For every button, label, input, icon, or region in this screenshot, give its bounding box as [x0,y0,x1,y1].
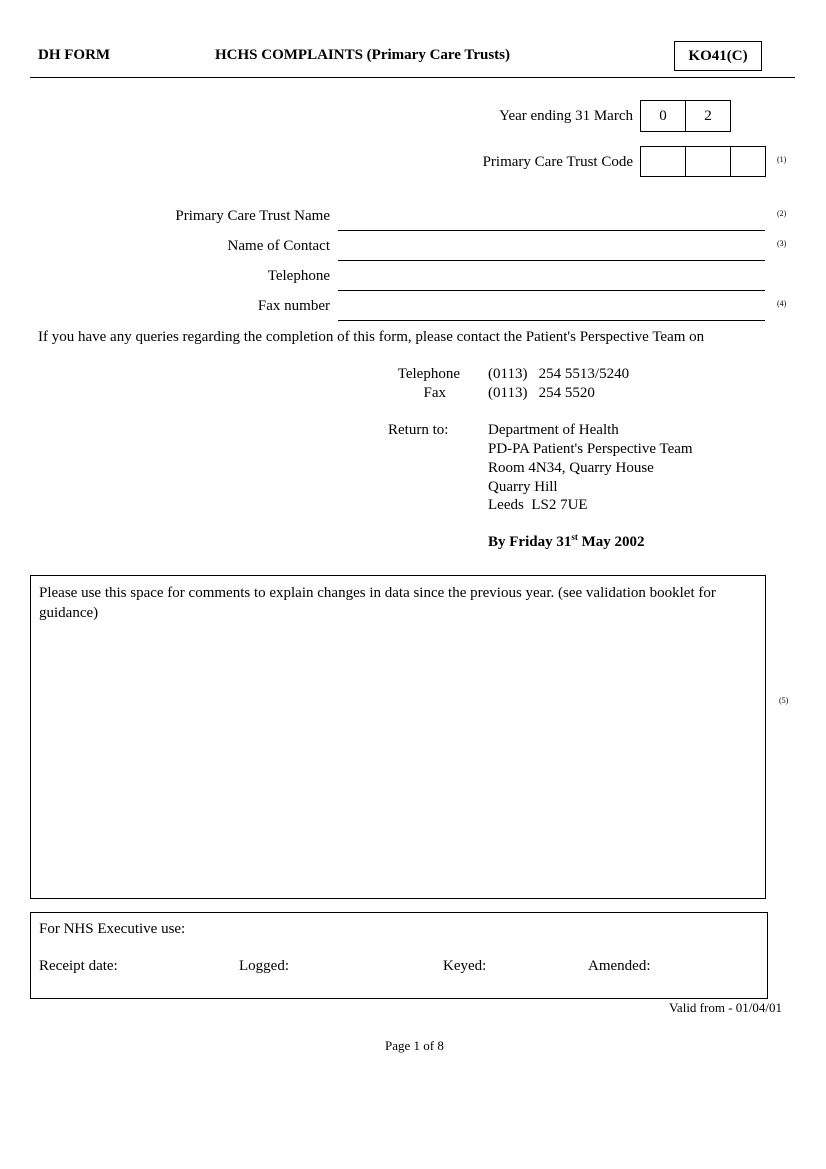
address-line-1: Department of Health [488,422,619,438]
valid-from: Valid from - 01/04/01 [668,1000,782,1015]
pct-name-label: Primary Care Trust Name [175,208,330,224]
page-number: Page 1 of 8 [385,1038,444,1053]
nhs-use-title: For NHS Executive use: [39,921,186,937]
address-line-2: PD-PA Patient's Perspective Team [488,441,693,457]
fax-label: Fax number [257,298,330,314]
nhs-use-box [30,912,768,999]
telephone-line [338,290,765,291]
logged-label: Logged: [239,958,289,974]
note-1: (1) [777,155,787,164]
comments-box[interactable] [30,575,766,899]
deadline-sup: st [571,532,578,542]
year-digit-1[interactable]: 0 [640,100,686,132]
header-rule [30,77,795,78]
note-3: (3) [777,239,787,248]
contact-telephone-value: (0113) 254 5513/5240 [488,366,630,382]
pct-code-cell-2[interactable] [685,146,731,177]
note-2: (2) [777,209,787,218]
fax-line [338,320,765,321]
amended-label: Amended: [588,958,651,974]
form-code: KO41(C) [688,48,748,64]
contact-name-line [338,260,765,261]
keyed-label: Keyed: [443,958,487,974]
pct-code-label: Primary Care Trust Code [482,154,633,170]
note-5: (5) [779,696,789,705]
contact-fax-label: Fax [423,385,446,401]
pct-code-cell-3[interactable] [730,146,766,177]
form-title: HCHS COMPLAINTS (Primary Care Trusts) [215,47,510,63]
contact-fax-value: (0113) 254 5520 [488,385,595,401]
year-ending-label: Year ending 31 March [499,108,633,124]
comments-prompt: Please use this space for comments to explain changes in data since the previous year. (see validation booklet for guidance) [39,585,716,621]
address-line-5: Leeds LS2 7UE [488,497,588,513]
receipt-date-label: Receipt date: [39,958,118,974]
return-to-label: Return to: [388,422,449,438]
form-code-box [674,41,762,71]
address-line-4: Quarry Hill [488,479,558,495]
contact-name-label: Name of Contact [227,238,330,254]
year-digit-2[interactable]: 2 [685,100,731,132]
telephone-label: Telephone [267,268,330,284]
queries-text: If you have any queries regarding the completion of this form, please contact the Patient's Perspective Team on [38,329,705,345]
deadline [488,534,645,551]
address-line-3: Room 4N34, Quarry House [488,460,654,476]
pct-name-line [338,230,765,231]
deadline-prefix: By Friday 31 [488,534,572,550]
contact-telephone-label: Telephone [397,366,460,382]
form-id: DH FORM [38,47,111,63]
note-4: (4) [777,299,787,308]
pct-code-cell-1[interactable] [640,146,686,177]
deadline-suffix: May 2002 [577,534,645,550]
